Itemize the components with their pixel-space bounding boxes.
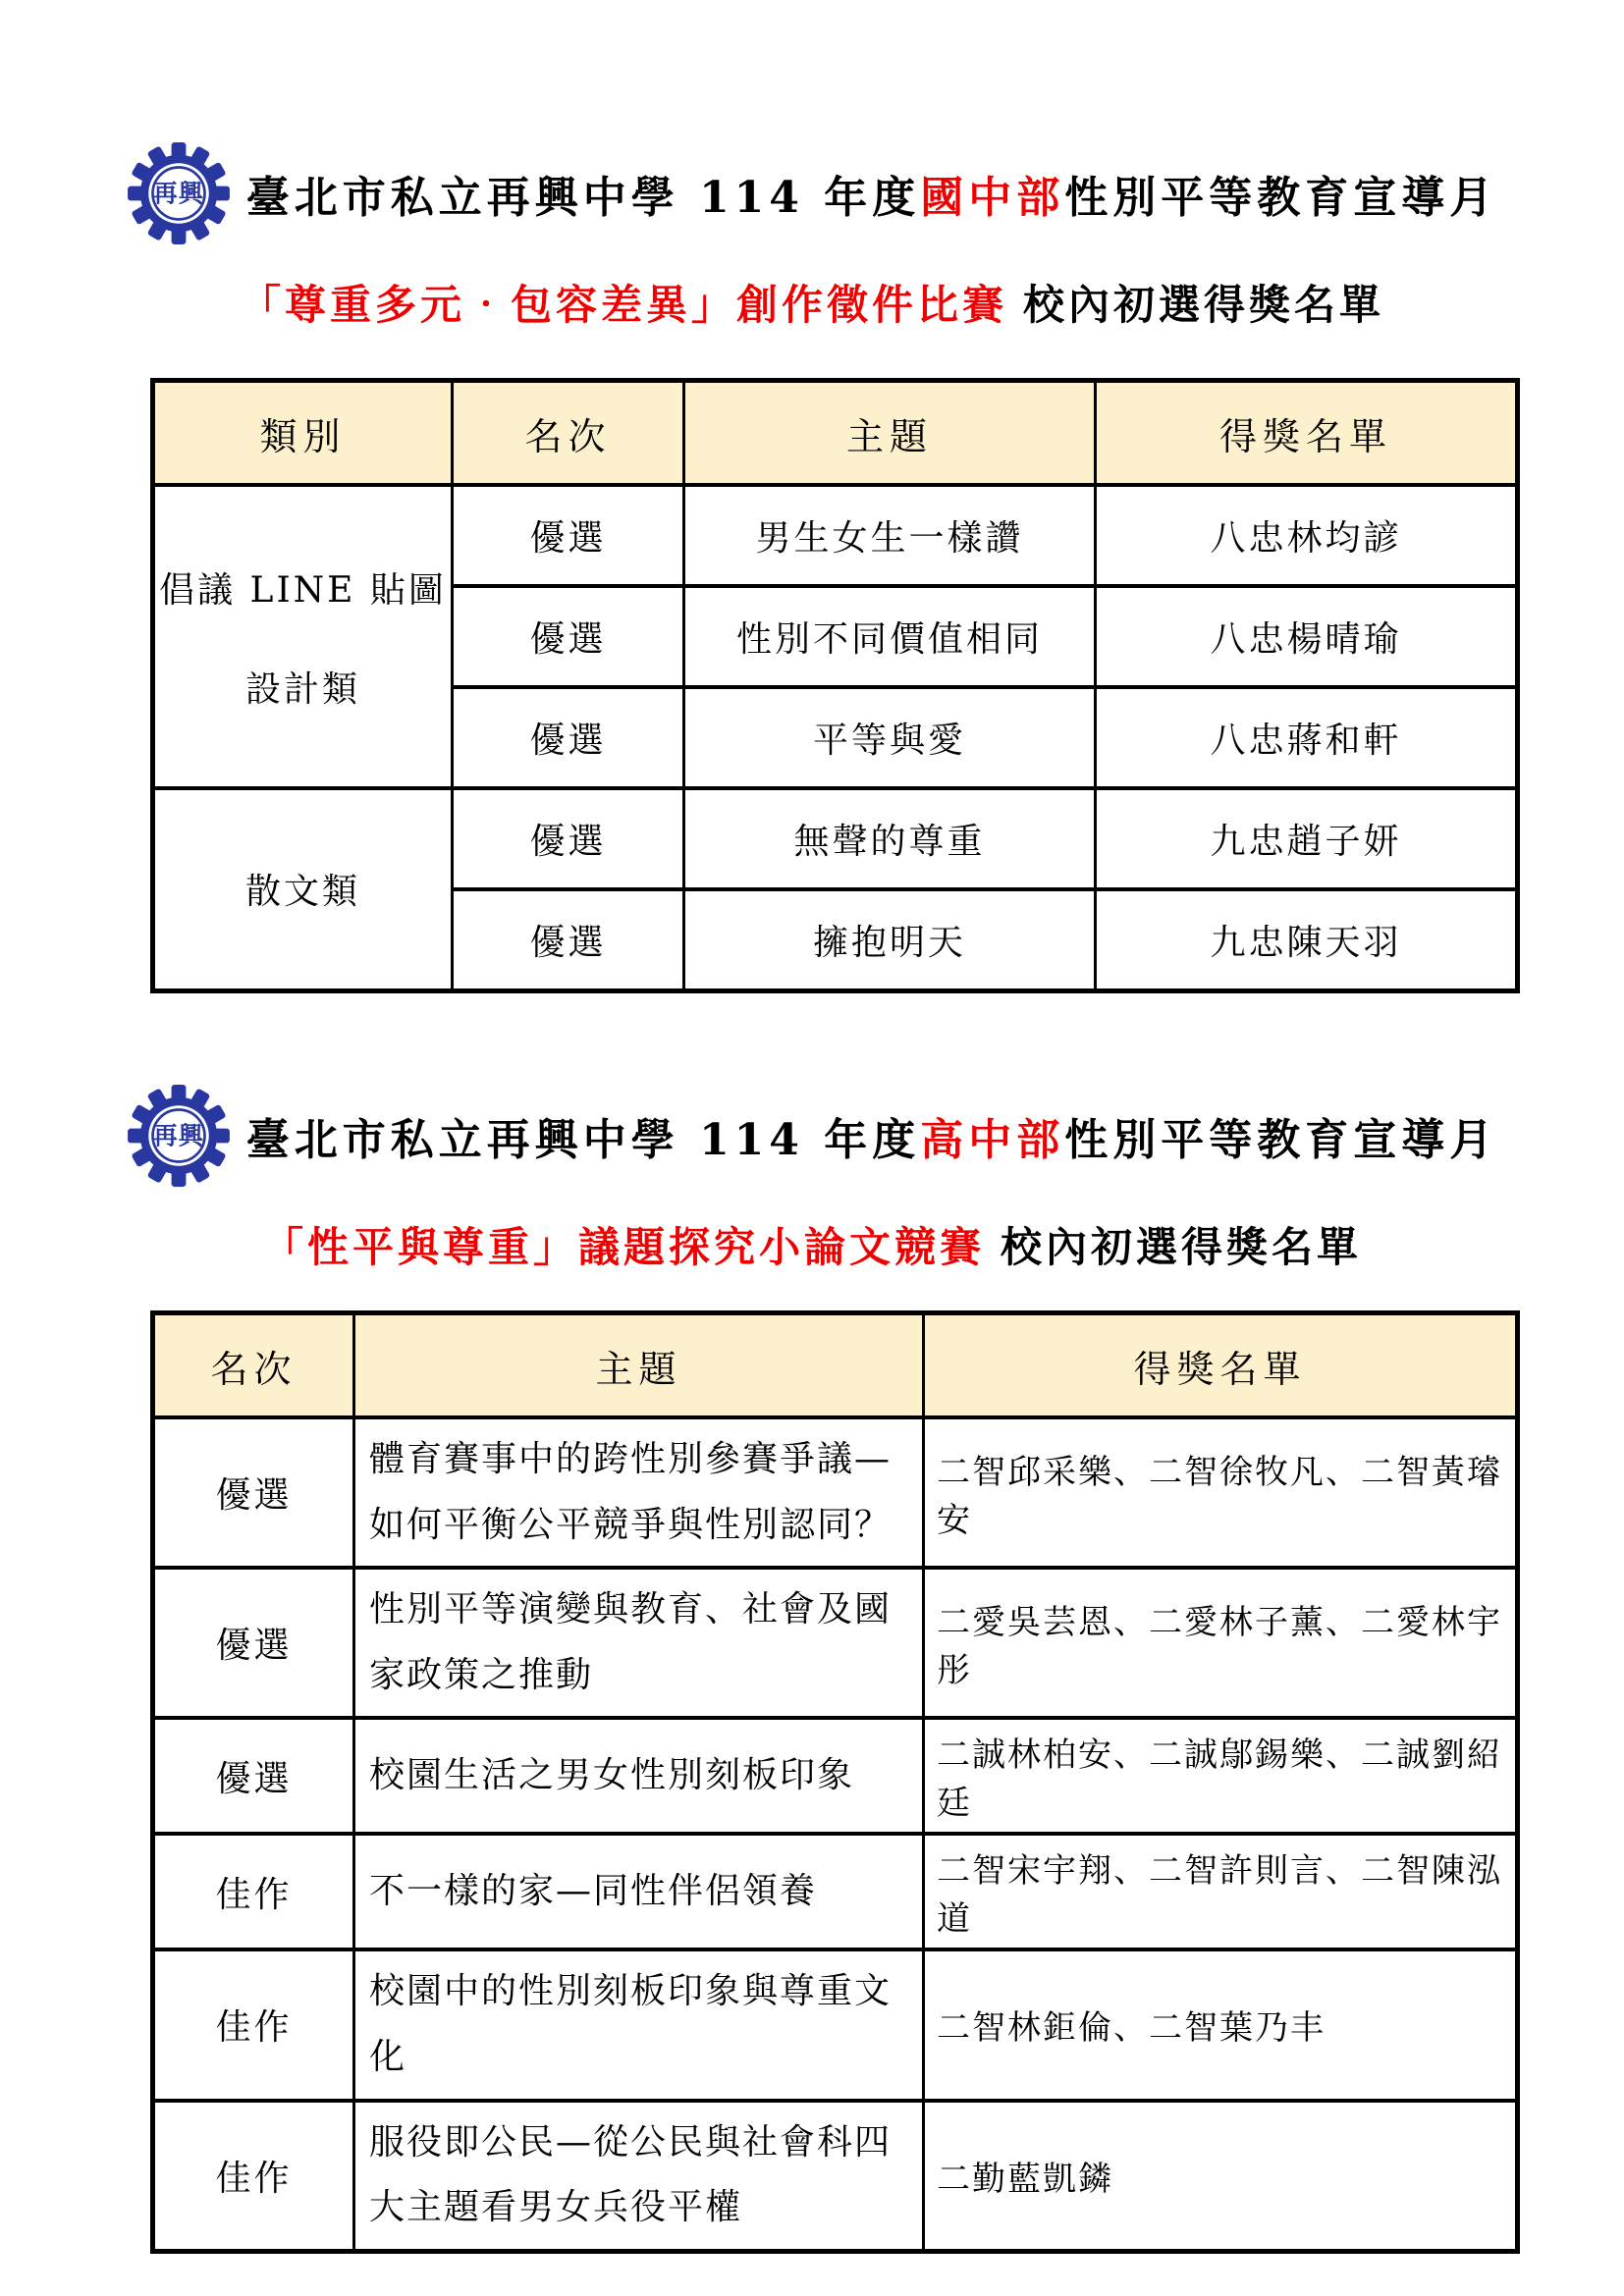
topic-cell: 無聲的尊重 [684, 788, 1096, 889]
junior-section-header [0, 135, 1624, 251]
winners-cell: 二智宋宇翔、二智許則言、二智陳泓道 [924, 1834, 1518, 1949]
senior-title-prefix: 臺北市私立再興中學 114 年度 [245, 1115, 921, 1165]
winners-cell: 二智邱采樂、二智徐牧凡、二智黃璿安 [924, 1417, 1518, 1568]
rank-cell: 佳作 [153, 1834, 354, 1949]
table-row [153, 1834, 1518, 1949]
rank-cell: 佳作 [153, 1949, 354, 2100]
rank-cell: 優選 [153, 1718, 354, 1834]
column-header-category: 類別 [153, 381, 453, 486]
logo-text: 再興 [152, 179, 204, 208]
table-row [153, 1718, 1518, 1834]
senior-subtitle [0, 1215, 1624, 1274]
junior-subtitle-list: 校內初選得獎名單 [1023, 281, 1385, 329]
column-header-winners: 得獎名單 [1096, 381, 1518, 486]
column-header-winners: 得獎名單 [924, 1313, 1518, 1418]
column-header-rank: 名次 [453, 381, 684, 486]
topic-cell: 擁抱明天 [684, 889, 1096, 990]
column-header-topic: 主題 [354, 1313, 924, 1418]
senior-title-suffix: 性別平等教育宣導月 [1064, 1115, 1498, 1165]
rank-cell: 優選 [153, 1417, 354, 1568]
category-cell [153, 485, 453, 788]
category-cell: 散文類 [153, 788, 453, 990]
junior-title-prefix: 臺北市私立再興中學 114 年度 [245, 173, 921, 223]
rank-cell: 優選 [453, 889, 684, 990]
table-row [153, 2101, 1518, 2252]
winners-cell: 九忠趙子妍 [1096, 788, 1518, 889]
winners-cell: 二愛吳芸恩、二愛林子薰、二愛林宇彤 [924, 1568, 1518, 1718]
senior-title [246, 1104, 1497, 1167]
winners-cell: 八忠蔣和軒 [1096, 687, 1518, 788]
topic-cell: 服役即公民—從公民與社會科四大主題看男女兵役平權 [354, 2101, 924, 2252]
category-line: 設計類 [244, 668, 360, 710]
winners-cell: 二誠林柏安、二誠鄔錫樂、二誠劉紹廷 [924, 1718, 1518, 1834]
rank-cell: 優選 [453, 687, 684, 788]
topic-cell: 性別不同價值相同 [684, 586, 1096, 687]
rank-cell: 優選 [453, 788, 684, 889]
table-row [153, 1417, 1518, 1568]
topic-cell: 性別平等演變與教育、社會及國家政策之推動 [354, 1568, 924, 1718]
junior-awards-table [150, 378, 1520, 993]
topic-cell: 校園生活之男女性別刻板印象 [354, 1718, 924, 1834]
school-gear-logo [127, 141, 231, 245]
rank-cell: 優選 [453, 485, 684, 586]
rank-cell: 優選 [153, 1568, 354, 1718]
topic-cell: 平等與愛 [684, 687, 1096, 788]
logo-text: 再興 [152, 1121, 204, 1150]
table-row [153, 1949, 1518, 2100]
topic-cell: 校園中的性別刻板印象與尊重文化 [354, 1949, 924, 2100]
senior-section-header [0, 1078, 1624, 1194]
school-gear-logo [127, 1084, 231, 1188]
senior-awards-table [150, 1310, 1520, 2254]
winners-cell: 八忠林均諺 [1096, 485, 1518, 586]
senior-subtitle-list: 校內初選得獎名單 [1001, 1223, 1363, 1271]
table-row [153, 1568, 1518, 1718]
winners-cell: 二智林鉅倫、二智葉乃丰 [924, 1949, 1518, 2100]
junior-title-highlight: 國中部 [920, 173, 1065, 223]
senior-title-highlight: 高中部 [920, 1115, 1065, 1165]
category-line: 倡議 LINE 貼圖 [159, 569, 447, 611]
table-row [153, 788, 1518, 889]
senior-subtitle-contest: 「性平與尊重」議題探究小論文競賽 [261, 1223, 985, 1271]
winners-cell: 八忠楊晴瑜 [1096, 586, 1518, 687]
table-header-row [153, 1313, 1518, 1418]
table-row [153, 485, 1518, 586]
rank-cell: 優選 [453, 586, 684, 687]
junior-title [246, 162, 1497, 225]
topic-cell: 體育賽事中的跨性別參賽爭議—如何平衡公平競爭與性別認同？ [354, 1417, 924, 1568]
topic-cell: 不一樣的家—同性伴侶領養 [354, 1834, 924, 1949]
junior-subtitle-contest: 「尊重多元‧包容差異」創作徵件比賽 [239, 281, 1007, 329]
category-text [156, 562, 450, 712]
column-header-rank: 名次 [153, 1313, 354, 1418]
winners-cell: 九忠陳天羽 [1096, 889, 1518, 990]
column-header-topic: 主題 [684, 381, 1096, 486]
junior-title-suffix: 性別平等教育宣導月 [1064, 173, 1498, 223]
junior-subtitle [0, 273, 1624, 332]
winners-cell: 二勤藍凱鏻 [924, 2101, 1518, 2252]
rank-cell: 佳作 [153, 2101, 354, 2252]
table-header-row [153, 381, 1518, 486]
topic-cell: 男生女生一樣讚 [684, 485, 1096, 586]
